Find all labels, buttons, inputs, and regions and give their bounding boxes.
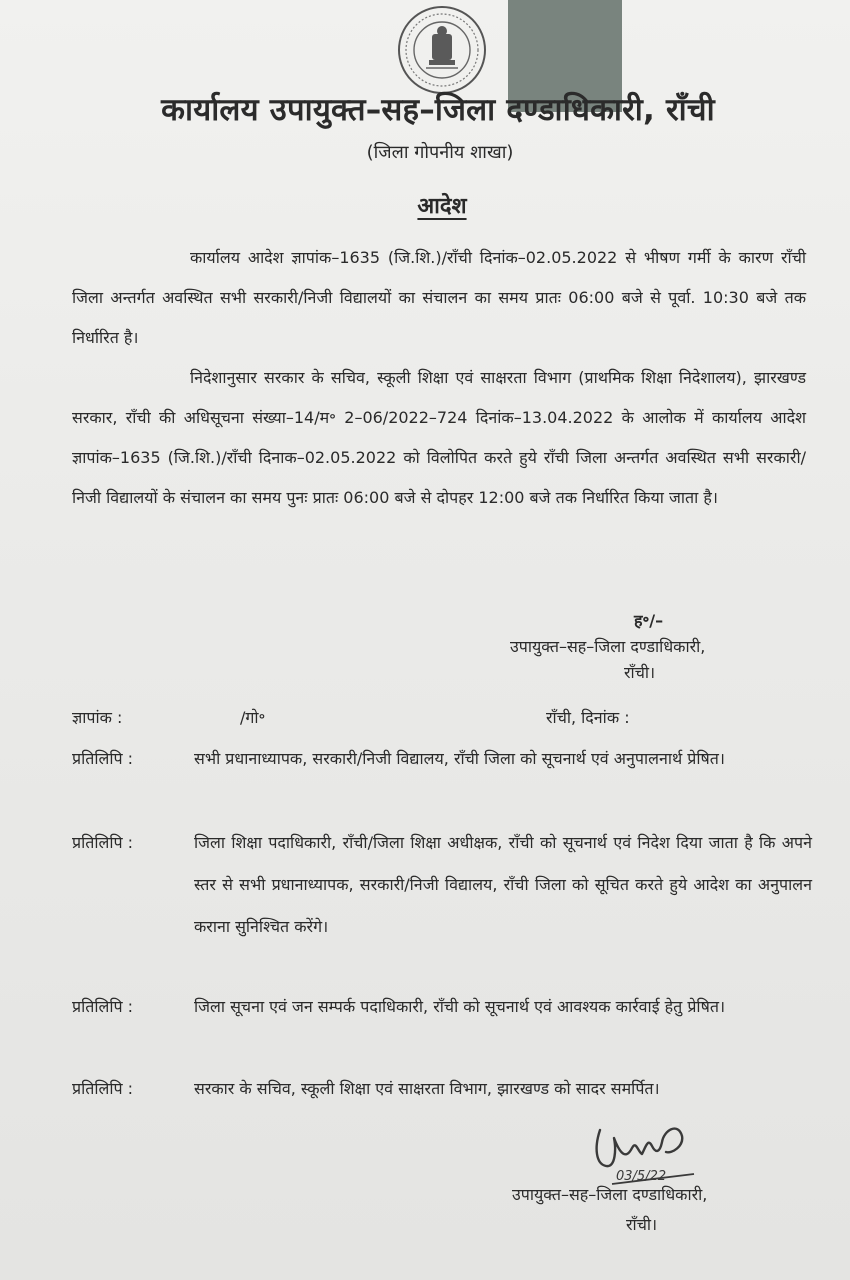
copy-entry bbox=[72, 822, 812, 948]
copy-entry bbox=[72, 1068, 812, 1110]
order-paragraph-2: निदेशानुसार सरकार के सचिव, स्कूली शिक्षा एवं साक्षरता विभाग (प्राथमिक शिक्षा निदेशालय), झारखण्ड सरकार, राँची की अधिसूचना संख्या–14/म॰ 2–06/2022–724 दिनांक–13.04.2022 के आलोक में कार्यालय आदेश ज्ञापांक–1635 (जि.शि.)/राँची दिनाक–02.05.2022 को विलोपित करते हुये राँची जिला अन्तर्गत अवस्थित सभी सरकारी/निजी विद्यालयों के संचालन का समय पुनः प्रातः 06:00 बजे से दोपहर 12:00 बजे तक निर्धारित किया जाता है। bbox=[72, 368, 806, 507]
signature-block-2 bbox=[512, 1180, 812, 1240]
copy-text: जिला सूचना एवं जन सम्पर्क पदाधिकारी, राँची को सूचनार्थ एवं आवश्यक कार्रवाई हेतु प्रेषित। bbox=[194, 997, 726, 1016]
signatory-city: राँची। bbox=[624, 663, 656, 682]
memo-number-label: ज्ञापांक : bbox=[72, 708, 123, 727]
signature-date: 03/5/22 bbox=[616, 1169, 667, 1184]
office-title: कार्यालय उपायुक्त–सह–जिला दण्डाधिकारी, राँची bbox=[161, 92, 715, 128]
handwritten-signature bbox=[586, 1108, 710, 1188]
copy-label: प्रतिलिपि : bbox=[72, 749, 134, 768]
copy-text: सभी प्रधानाध्यापक, सरकारी/निजी विद्यालय, राँची जिला को सूचनार्थ एवं अनुपालनार्थ प्रेषित। bbox=[194, 749, 725, 768]
order-heading: आदेश bbox=[417, 194, 467, 219]
memo-date-label: राँची, दिनांक : bbox=[546, 708, 630, 727]
copy-entry bbox=[72, 738, 812, 780]
signature-block-1 bbox=[510, 608, 810, 686]
copy-label: प्रतिलिपि : bbox=[72, 997, 134, 1016]
signatory-city: राँची। bbox=[626, 1215, 658, 1234]
copy-label: प्रतिलिपि : bbox=[72, 833, 134, 852]
signatory-designation: उपायुक्त–सह–जिला दण्डाधिकारी, bbox=[512, 1185, 708, 1204]
signed-mark: ह॰/– bbox=[634, 611, 664, 630]
copy-label: प्रतिलिपि : bbox=[72, 1079, 134, 1098]
copy-text: जिला शिक्षा पदाधिकारी, राँची/जिला शिक्षा अधीक्षक, राँची को सूचनार्थ एवं निदेश दिया जाता है कि अपने स्तर से सभी प्रधानाध्यापक, सरकारी/निजी विद्यालय, राँची जिला को सूचित करते हुये आदेश का अनुपालन कराना सुनिश्चित करेंगे। bbox=[194, 833, 812, 936]
signatory-designation: उपायुक्त–सह–जिला दण्डाधिकारी, bbox=[510, 637, 706, 656]
copy-entry bbox=[72, 986, 812, 1028]
copy-text: सरकार के सचिव, स्कूली शिक्षा एवं साक्षरता विभाग, झारखण्ड को सादर समर्पित। bbox=[194, 1079, 660, 1098]
memo-go-label: /गो॰ bbox=[240, 708, 266, 727]
government-emblem-icon bbox=[396, 4, 488, 96]
office-subtitle: (जिला गोपनीय शाखा) bbox=[366, 142, 514, 163]
order-paragraph-1: कार्यालय आदेश ज्ञापांक–1635 (जि.शि.)/राँची दिनांक–02.05.2022 से भीषण गर्मी के कारण राँची जिला अन्तर्गत अवस्थित सभी सरकारी/निजी विद्यालयों का संचालन का समय प्रातः 06:00 बजे से पूर्वा. 10:30 बजे तक निर्धारित है। bbox=[72, 248, 806, 347]
